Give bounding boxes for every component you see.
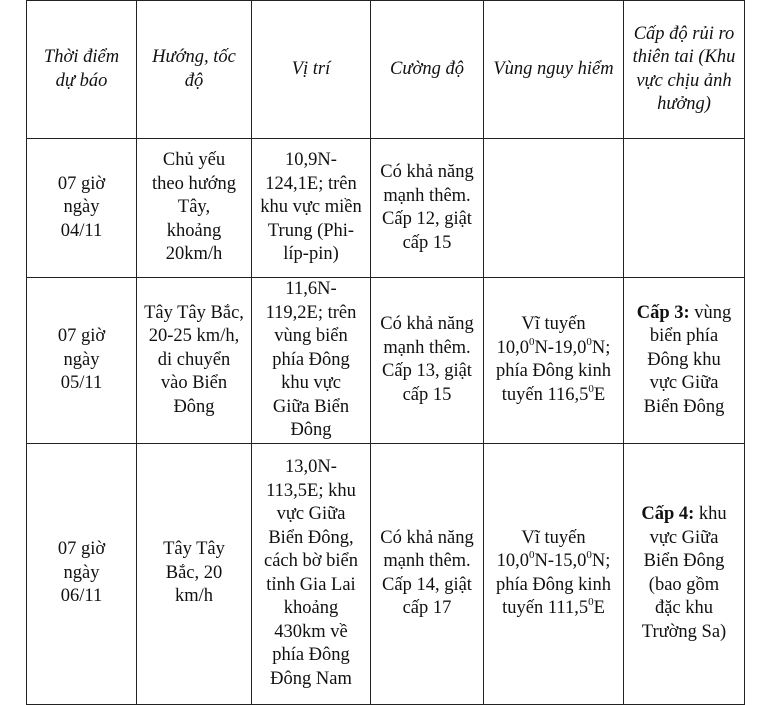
table-row bbox=[27, 443, 745, 704]
cell-intensity: Có khả năng mạnh thêm. Cấp 12, giật cấp 15 bbox=[371, 139, 484, 278]
cell-direction: Tây Tây Bắc, 20 km/h bbox=[137, 443, 252, 704]
cell-danger-zone bbox=[484, 139, 624, 278]
cell-direction: Chủ yếu theo hướng Tây, khoảng 20km/h bbox=[137, 139, 252, 278]
cell-time: 07 giờ ngày 04/11 bbox=[27, 139, 137, 278]
table-header-row bbox=[27, 1, 745, 139]
cell-intensity: Có khả năng mạnh thêm. Cấp 13, giật cấp 15 bbox=[371, 278, 484, 444]
risk-region-text: vùng biển phía Đông khu vực Giữa Biển Đông bbox=[643, 302, 732, 417]
header-forecast-time: Thời điểm dự báo bbox=[27, 1, 137, 139]
risk-region-text: khu vực Giữa Biển Đông (bao gồm đặc khu Trường Sa) bbox=[641, 504, 727, 642]
cell-direction: Tây Tây Bắc, 20-25 km/h, di chuyển vào Biển Đông bbox=[137, 278, 252, 444]
cell-risk-level bbox=[624, 278, 745, 444]
cell-position: 10,9N-124,1E; trên khu vực miền Trung (Phi-líp-pin) bbox=[252, 139, 371, 278]
header-risk-level: Cấp độ rủi ro thiên tai (Khu vực chịu ảnh hưởng) bbox=[624, 1, 745, 139]
cell-position: 13,0N-113,5E; khu vực Giữa Biển Đông, cách bờ biển tỉnh Gia Lai khoảng 430km về phía Đông Đông Nam bbox=[252, 443, 371, 704]
cell-position: 11,6N-119,2E; trên vùng biển phía Đông khu vực Giữa Biển Đông bbox=[252, 278, 371, 444]
header-intensity: Cường độ bbox=[371, 1, 484, 139]
header-direction-speed: Hướng, tốc độ bbox=[137, 1, 252, 139]
cell-time: 07 giờ ngày 05/11 bbox=[27, 278, 137, 444]
risk-level-label: Cấp 3: bbox=[636, 302, 690, 323]
table-row bbox=[27, 139, 745, 278]
cell-danger-zone: Vĩ tuyến 10,0$^0$N-19,0$^0$N; phía Đông kinh tuyến 116,5$^0$E bbox=[484, 278, 624, 444]
cell-risk-level bbox=[624, 443, 745, 704]
risk-level-label: Cấp 4: bbox=[641, 504, 695, 524]
header-position: Vị trí bbox=[252, 1, 371, 139]
table-row bbox=[27, 278, 745, 444]
header-danger-zone: Vùng nguy hiểm bbox=[484, 1, 624, 139]
forecast-table bbox=[26, 0, 745, 705]
cell-intensity: Có khả năng mạnh thêm. Cấp 14, giật cấp 17 bbox=[371, 443, 484, 704]
cell-risk-level bbox=[624, 139, 745, 278]
cell-time: 07 giờ ngày 06/11 bbox=[27, 443, 137, 704]
cell-danger-zone: Vĩ tuyến 10,0$^0$N-15,0$^0$N; phía Đông kinh tuyến 111,5$^0$E bbox=[484, 443, 624, 704]
